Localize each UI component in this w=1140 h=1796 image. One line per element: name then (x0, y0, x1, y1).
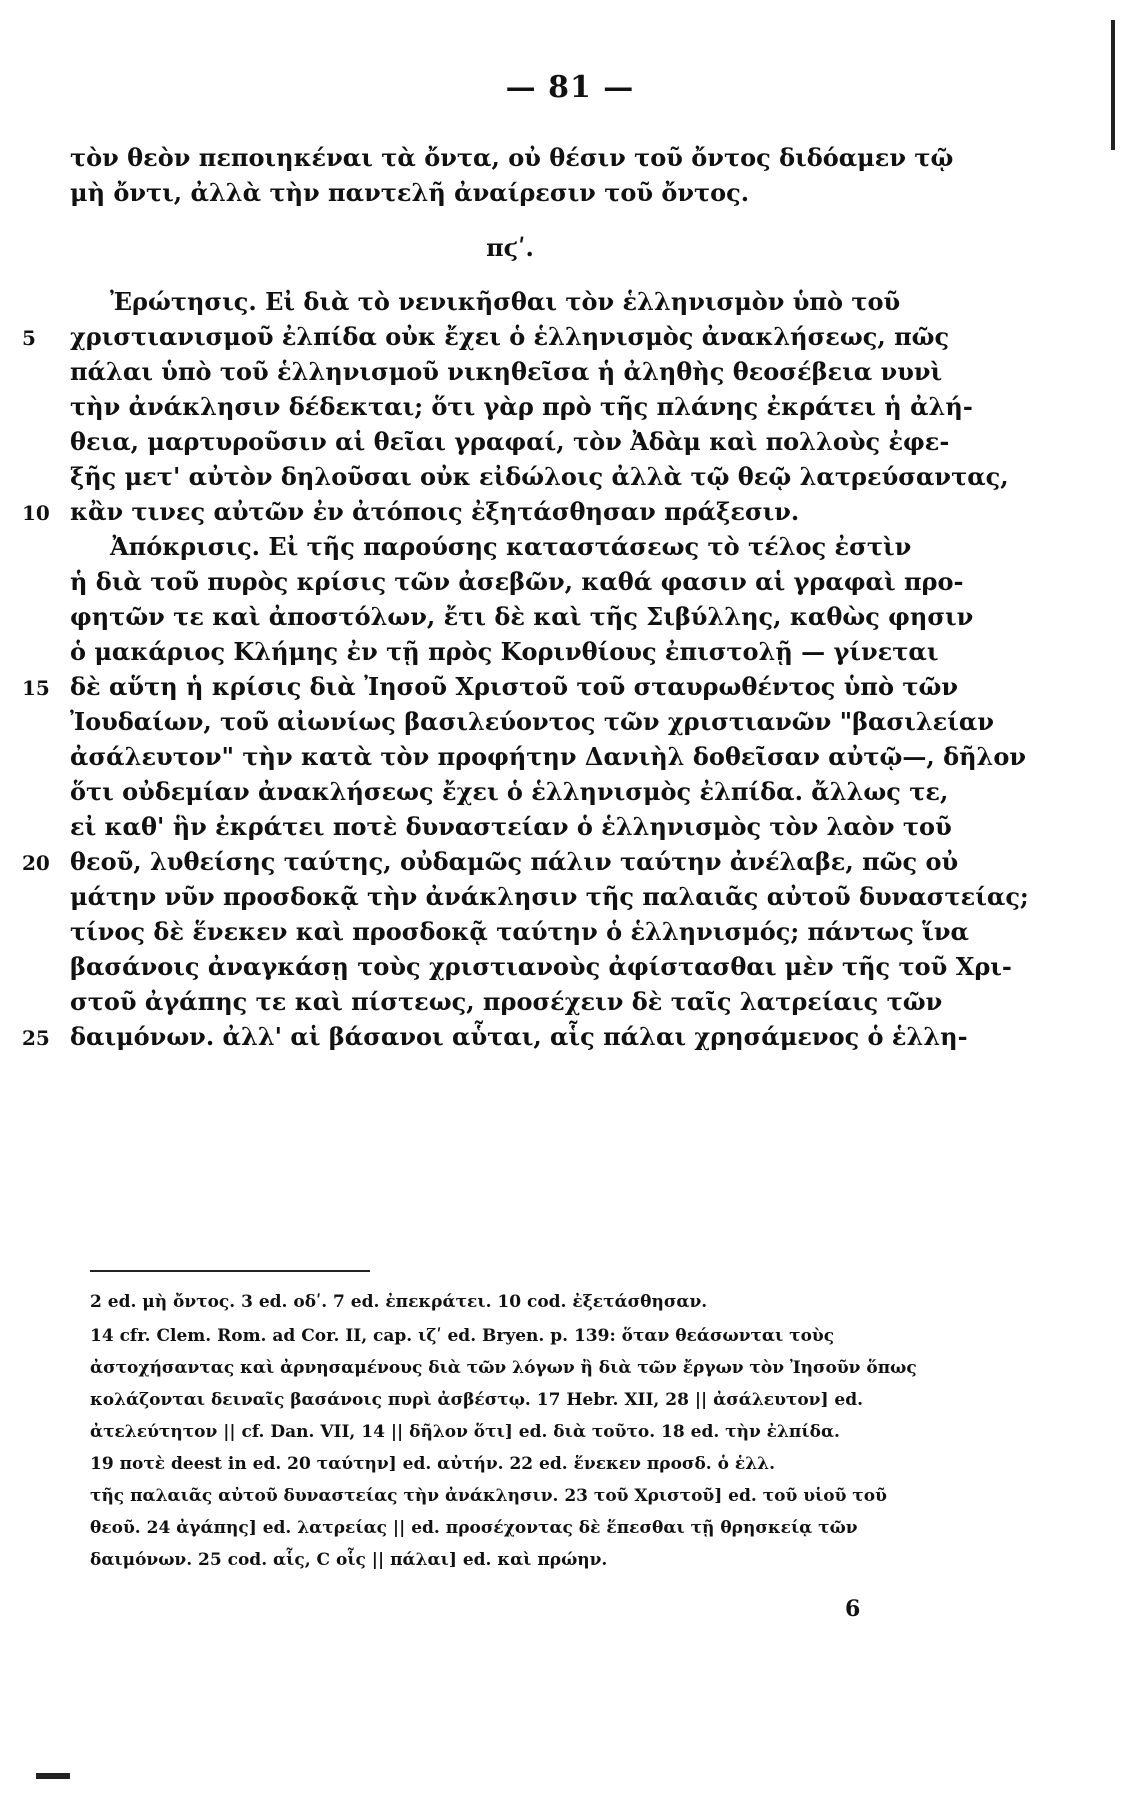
footnote-line: ἀτελεύτητον || cf. Dan. VII, 14 || δῆλον ὅτι] ed. διὰ τοῦτο. 18 ed. τὴν ἐλπίδα. (90, 1422, 840, 1442)
footnote-line: 2 ed. μὴ ὄντος. 3 ed. οδʹ. 7 ed. ἐπεκράτει. 10 cod. ἐξετάσθησαν. (90, 1292, 708, 1312)
section-number: πϛʹ. (486, 233, 534, 262)
text-line: θεοῦ, λυθείσης ταύτης, οὐδαμῶς πάλιν ταύτην ἀνέλαβε, πῶς οὐ (70, 847, 959, 876)
footnote-line: κολάζονται δειναῖς βασάνοις πυρὶ ἀσβέστῳ. 17 Hebr. XII, 28 || ἀσάλευτον] ed. (90, 1390, 864, 1410)
text-line: χριστιανισμοῦ ἐλπίδα οὐκ ἔχει ὁ ἑλληνισμὸς ἀνακλήσεως, πῶς (70, 322, 950, 351)
text-line: στοῦ ἀγάπης τε καὶ πίστεως, προσέχειν δὲ ταῖς λατρείαις τῶν (70, 987, 943, 1016)
footnote-line: δαιμόνων. 25 cod. αἷς, C οἷς || πάλαι] ed. καὶ πρώην. (90, 1550, 608, 1570)
footnote-line: 14 cfr. Clem. Rom. ad Cor. II, cap. ιζʹ ed. Bryen. p. 139: ὅταν θεάσωνται τοὺς (90, 1326, 835, 1346)
text-line: Ἰουδαίων, τοῦ αἰωνίως βασιλεύοντος τῶν χριστιανῶν "βασιλείαν (70, 707, 994, 736)
text-line: ἀσάλευτον" τὴν κατὰ τὸν προφήτην Δανιὴλ δοθεῖσαν αὐτῷ—, δῆλον (70, 742, 1027, 771)
text-line: ξῆς μετ' αὐτὸν δηλοῦσαι οὐκ εἰδώλοις ἀλλὰ τῷ θεῷ λατρεύσαντας, (70, 462, 1009, 491)
footnote-divider (90, 1270, 370, 1272)
text-line: φητῶν τε καὶ ἀποστόλων, ἔτι δὲ καὶ τῆς Σιβύλλης, καθὼς φησιν (70, 602, 974, 631)
text-line: ἡ διὰ τοῦ πυρὸς κρίσις τῶν ἀσεβῶν, καθά φασιν αἱ γραφαὶ προ- (70, 567, 964, 596)
text-line: θεια, μαρτυροῦσιν αἱ θεῖαι γραφαί, τὸν Ἀδὰμ καὶ πολλοὺς ἐφε- (70, 427, 950, 456)
text-line: Ἐρώτησις. Εἰ διὰ τὸ νενικῆσθαι τὸν ἑλληνισμὸν ὑπὸ τοῦ (110, 287, 901, 316)
text-line: ὅτι οὐδεμίαν ἀνακλήσεως ἔχει ὁ ἑλληνισμὸς ἐλπίδα. ἄλλως τε, (70, 777, 949, 806)
text-line: τίνος δὲ ἕνεκεν καὶ προσδοκᾷ ταύτην ὁ ἑλληνισμός; πάντως ἵνα (70, 917, 969, 946)
text-line: βασάνοις ἀναγκάσῃ τοὺς χριστιανοὺς ἀφίστασθαι μὲν τῆς τοῦ Χρι- (70, 952, 1012, 981)
footnote-line: 19 ποτὲ deest in ed. 20 ταύτην] ed. αὐτήν. 22 ed. ἕνεκεν προσδ. ὁ ἑλλ. (90, 1454, 775, 1474)
text-line: ὁ μακάριος Κλήμης ἐν τῇ πρὸς Κορινθίους ἐπιστολῇ — γίνεται (70, 637, 939, 666)
text-line: εἰ καθ' ἣν ἐκράτει ποτὲ δυναστείαν ὁ ἑλληνισμὸς τὸν λαὸν τοῦ (70, 812, 952, 841)
text-line: δαιμόνων. ἀλλ' αἱ βάσανοι αὗται, αἷς πάλαι χρησάμενος ὁ ἑλλη- (70, 1022, 968, 1051)
text-line: πάλαι ὑπὸ τοῦ ἑλληνισμοῦ νικηθεῖσα ἡ ἀληθὴς θεοσέβεια νυνὶ (70, 357, 943, 386)
page-number-header: — 81 — (505, 70, 635, 105)
footnote-line: ἀστοχήσαντας καὶ ἀρνησαμένους διὰ τῶν λόγων ἢ διὰ τῶν ἔργων τὸν Ἰησοῦν ὅπως (90, 1358, 917, 1378)
text-line: μάτην νῦν προσδοκᾷ τὴν ἀνάκλησιν τῆς παλαιᾶς αὐτοῦ δυναστείας; (70, 882, 1029, 911)
text-line: δὲ αὕτη ἡ κρίσις διὰ Ἰησοῦ Χριστοῦ τοῦ σταυρωθέντος ὑπὸ τῶν (70, 672, 958, 701)
bottom-rule (36, 1773, 70, 1779)
footnote-line: θεοῦ. 24 ἀγάπης] ed. λατρείας || ed. προσέχοντας δὲ ἕπεσθαι τῇ θρησκείᾳ τῶν (90, 1518, 858, 1538)
line-number: 15 (22, 676, 50, 700)
line-number: 10 (22, 501, 50, 525)
line-number: 20 (22, 851, 50, 875)
text-line: κἂν τινες αὐτῶν ἐν ἀτόποις ἐξητάσθησαν πράξεσιν. (70, 497, 800, 526)
text-line: τὴν ἀνάκλησιν δέδεκται; ὅτι γὰρ πρὸ τῆς πλάνης ἐκράτει ἡ ἀλή- (70, 392, 973, 421)
signature-mark: 6 (845, 1596, 861, 1622)
line-number: 5 (22, 326, 36, 350)
footnote-line: τῆς παλαιᾶς αὐτοῦ δυναστείας τὴν ἀνάκλησιν. 23 τοῦ Χριστοῦ] ed. τοῦ υἱοῦ τοῦ (90, 1486, 887, 1506)
text-line: τὸν θεὸν πεποιηκέναι τὰ ὄντα, οὐ θέσιν τοῦ ὄντος διδόαμεν τῷ (70, 143, 954, 172)
text-line: μὴ ὄντι, ἀλλὰ τὴν παντελῆ ἀναίρεσιν τοῦ ὄντος. (70, 178, 750, 207)
text-line: Ἀπόκρισις. Εἰ τῆς παρούσης καταστάσεως τὸ τέλος ἐστὶν (110, 532, 912, 561)
line-number: 25 (22, 1026, 50, 1050)
